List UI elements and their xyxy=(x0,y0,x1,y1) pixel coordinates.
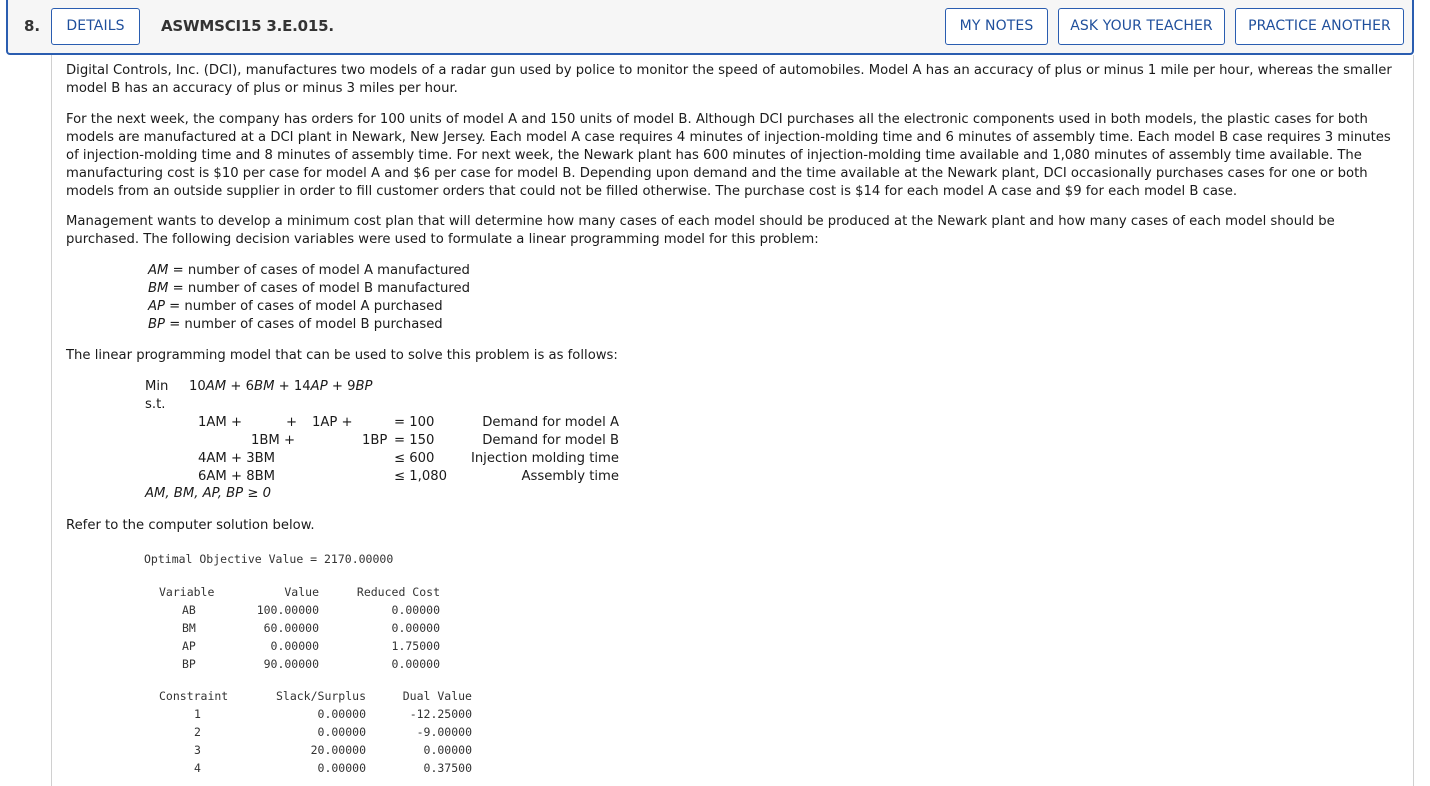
constraint-number: 2 xyxy=(194,725,201,739)
min-label: Min xyxy=(145,379,169,394)
variable-value: 100.00000 xyxy=(256,603,319,617)
constraint-slack: 0.00000 xyxy=(317,725,366,739)
variable-reduced-cost: 0.00000 xyxy=(391,621,440,635)
constraint-slack: 0.00000 xyxy=(317,761,366,775)
definition-bm: BM = number of cases of model B manufactured xyxy=(148,281,470,296)
variable-reduced-cost: 1.75000 xyxy=(391,639,440,653)
constraint-1-rhs: = 100 xyxy=(394,415,435,430)
definition-bp: BP = number of cases of model B purchased xyxy=(148,317,443,332)
constraint-2-label: Demand for model B xyxy=(482,433,619,448)
variable-name: BP xyxy=(182,657,196,671)
constraint-1-term-am: 1AM + xyxy=(198,415,243,430)
objective-function: 10AM + 6BM + 14AP + 9BP xyxy=(189,379,373,394)
constraint-4-lhs: 6AM + 8BM xyxy=(198,469,276,484)
intro-paragraph: Digital Controls, Inc. (DCI), manufactures two models of a radar gun used by police to monitor the speed of automobiles. Model A has an accuracy of plus or minus 1 mile per hour, whereas the smaller model B has an accuracy of plus or minus 3 miles per hour. xyxy=(66,63,1392,96)
practice-another-button[interactable]: PRACTICE ANOTHER xyxy=(1235,8,1404,45)
constraint-slack: 20.00000 xyxy=(310,743,366,757)
constraint-1-term-ap: 1AP + xyxy=(312,415,353,430)
slack-surplus-header: Slack/Surplus xyxy=(275,689,366,703)
constraint-1-plus: + xyxy=(286,415,298,430)
constraint-dual-value: -12.25000 xyxy=(409,707,472,721)
constraint-3-rhs: ≤ 600 xyxy=(394,451,435,466)
variable-value: 90.00000 xyxy=(263,657,319,671)
question-header xyxy=(6,0,1414,55)
reduced-cost-header: Reduced Cost xyxy=(356,585,440,599)
constraint-number: 1 xyxy=(194,707,201,721)
model-intro: The linear programming model that can be used to solve this problem is as follows: xyxy=(66,348,618,363)
constraint-dual-value: -9.00000 xyxy=(416,725,472,739)
constraint-number: 3 xyxy=(194,743,201,757)
ask-teacher-button[interactable]: ASK YOUR TEACHER xyxy=(1058,8,1225,45)
management-paragraph: Management wants to develop a minimum cost plan that will determine how many cases of each model should be produced at the Newark plant and how many cases of each model should be purchased. The following decision variables were used to formulate a linear programming model for this problem: xyxy=(66,214,1335,247)
orders-paragraph: For the next week, the company has orders for 100 units of model A and 150 units of model B. Although DCI purchases all the electronic components used in both models, the plastic cases for both models are manufactured at a DCI plant in Newark, New Jersey. Each model A case requires 4 minutes of injection-molding time and 6 minutes of assembly time. Each model B case requires 3 minutes of injection-molding time and 8 minutes of assembly time. For next week, the Newark plant has 600 minutes of injection-molding time available and 1,080 minutes of assembly time available. The manufacturing cost is $10 per case for model A and $6 per case for model B. Depending upon demand and the time available at the Newark plant, DCI occasionally purchases cases for one or both models from an outside supplier in order to fill customer orders that could not be filled otherwise. The purchase cost is $14 for each model A case and $9 for each model B case. xyxy=(66,112,1391,199)
constraint-number: 4 xyxy=(194,761,201,775)
variable-value: 60.00000 xyxy=(263,621,319,635)
definition-ap: AP = number of cases of model A purchased xyxy=(148,299,443,314)
st-label: s.t. xyxy=(145,397,166,412)
value-header: Value xyxy=(284,585,319,599)
details-button[interactable]: DETAILS xyxy=(51,8,140,45)
variable-name: AB xyxy=(182,603,196,617)
my-notes-button[interactable]: MY NOTES xyxy=(945,8,1048,45)
question-number: 8. xyxy=(24,17,41,35)
constraint-2-rhs: = 150 xyxy=(394,433,435,448)
variable-name: BM xyxy=(182,621,196,635)
nonnegativity-constraint: AM, BM, AP, BP ≥ 0 xyxy=(145,486,271,501)
optimal-objective-value: Optimal Objective Value = 2170.00000 xyxy=(144,552,394,566)
constraint-4-label: Assembly time xyxy=(521,469,619,484)
constraint-slack: 0.00000 xyxy=(317,707,366,721)
variable-header: Variable xyxy=(159,585,215,599)
variable-name: AP xyxy=(182,639,196,653)
constraint-dual-value: 0.00000 xyxy=(423,743,472,757)
question-id: ASWMSCI15 3.E.015. xyxy=(161,17,334,35)
variable-reduced-cost: 0.00000 xyxy=(391,603,440,617)
constraint-2-term-bm: 1BM + xyxy=(251,433,296,448)
constraint-3-lhs: 4AM + 3BM xyxy=(198,451,276,466)
constraint-3-label: Injection molding time xyxy=(470,451,619,466)
question-body xyxy=(51,55,1414,786)
constraint-dual-value: 0.37500 xyxy=(423,761,472,775)
constraint-2-term-bp: 1BP xyxy=(362,433,388,448)
constraint-1-label: Demand for model A xyxy=(482,415,619,430)
solution-intro: Refer to the computer solution below. xyxy=(66,518,315,533)
dual-value-header: Dual Value xyxy=(402,689,472,703)
constraint-4-rhs: ≤ 1,080 xyxy=(394,469,447,484)
definition-am: AM = number of cases of model A manufactured xyxy=(148,263,470,278)
variable-value: 0.00000 xyxy=(270,639,319,653)
constraint-header: Constraint xyxy=(159,689,229,703)
variable-reduced-cost: 0.00000 xyxy=(391,657,440,671)
